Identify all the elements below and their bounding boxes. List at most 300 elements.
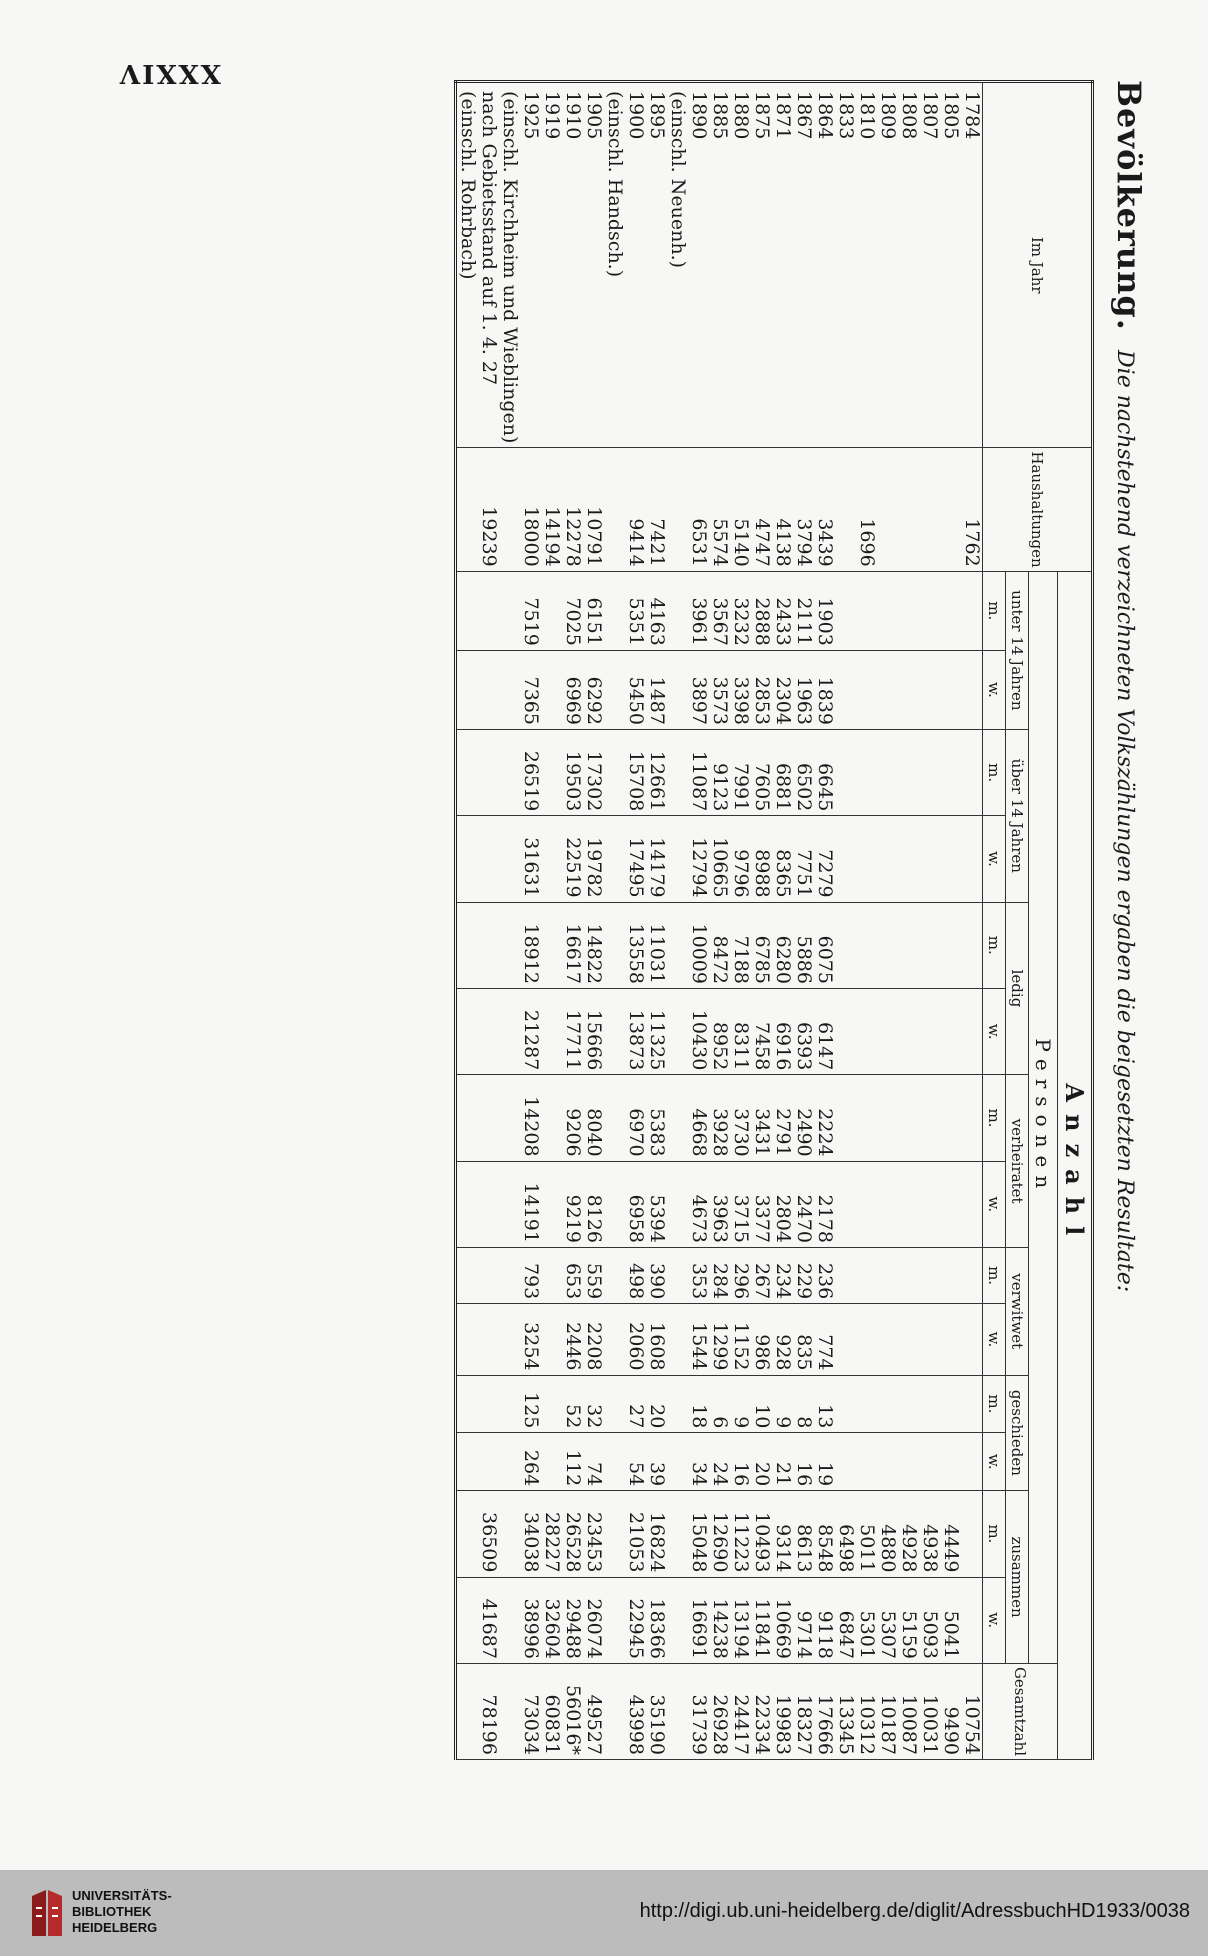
cell-vw: 3715 bbox=[730, 1161, 751, 1247]
cell-total: 43998 bbox=[604, 1663, 646, 1759]
cell-lm: 6785 bbox=[751, 902, 772, 988]
cell-hh: 19239 bbox=[456, 448, 500, 571]
cell-hh: 3794 bbox=[793, 448, 814, 571]
cell-o14w: 19782 bbox=[583, 816, 604, 902]
cell-o14m bbox=[835, 729, 856, 815]
cell-lm: 13558 bbox=[604, 902, 646, 988]
cell-u14m: 3232 bbox=[730, 571, 751, 650]
header-over14: über 14 Jahren bbox=[1006, 729, 1029, 902]
cell-lm bbox=[541, 902, 562, 988]
header-sex-w: w. bbox=[983, 816, 1006, 902]
logo-line-3: HEIDELBERG bbox=[72, 1920, 158, 1935]
cell-lw bbox=[961, 988, 983, 1074]
year-value: 1810 bbox=[856, 91, 878, 140]
header-sex-w: w. bbox=[983, 1433, 1006, 1491]
cell-ww bbox=[835, 1304, 856, 1375]
cell-vw: 3377 bbox=[751, 1161, 772, 1247]
cell-year bbox=[961, 82, 983, 448]
cell-total: 17666 bbox=[814, 1663, 835, 1759]
table-row bbox=[646, 82, 667, 1760]
year-value: 1925 bbox=[520, 91, 542, 140]
cell-u14w: 5450 bbox=[604, 650, 646, 729]
cell-o14m: 11087 bbox=[667, 729, 709, 815]
cell-total: 10031 bbox=[919, 1663, 940, 1759]
cell-hh: 10791 bbox=[583, 448, 604, 571]
table-row bbox=[562, 82, 583, 1760]
cell-o14m bbox=[919, 729, 940, 815]
cell-u14m: 6151 bbox=[583, 571, 604, 650]
header-sex-m: m. bbox=[983, 1075, 1006, 1161]
cell-wm: 559 bbox=[583, 1247, 604, 1303]
table-row bbox=[604, 82, 646, 1760]
cell-vw: 6958 bbox=[604, 1161, 646, 1247]
cell-zm: 5011 bbox=[856, 1491, 877, 1577]
cell-vw bbox=[919, 1161, 940, 1247]
cell-zm: 6498 bbox=[835, 1491, 856, 1577]
cell-vm: 3928 bbox=[709, 1075, 730, 1161]
cell-total: 78196 bbox=[456, 1663, 500, 1759]
cell-lw: 17711 bbox=[562, 988, 583, 1074]
cell-vw: 3963 bbox=[709, 1161, 730, 1247]
cell-ww bbox=[961, 1304, 983, 1375]
cell-gm: 13 bbox=[814, 1375, 835, 1433]
cell-gm: 8 bbox=[793, 1375, 814, 1433]
cell-gm: 52 bbox=[562, 1375, 583, 1433]
cell-ww: 1544 bbox=[667, 1304, 709, 1375]
cell-year bbox=[877, 82, 898, 448]
cell-gw: 54 bbox=[604, 1433, 646, 1491]
cell-gw bbox=[835, 1433, 856, 1491]
cell-ww: 3254 bbox=[499, 1304, 541, 1375]
cell-vw: 8126 bbox=[583, 1161, 604, 1247]
cell-o14w: 31631 bbox=[499, 816, 541, 902]
cell-lw: 6393 bbox=[793, 988, 814, 1074]
year-value: 1808 bbox=[898, 91, 920, 140]
cell-lm: 7188 bbox=[730, 902, 751, 988]
cell-year bbox=[709, 82, 730, 448]
cell-zm: 28227 bbox=[541, 1491, 562, 1577]
cell-ww bbox=[919, 1304, 940, 1375]
cell-lw: 11325 bbox=[646, 988, 667, 1074]
cell-o14m bbox=[940, 729, 961, 815]
cell-year bbox=[772, 82, 793, 448]
cell-lw bbox=[877, 988, 898, 1074]
cell-year bbox=[604, 82, 646, 448]
cell-vm bbox=[961, 1075, 983, 1161]
year-value: 1890 bbox=[688, 91, 710, 140]
header-sex-w: w. bbox=[983, 1577, 1006, 1663]
cell-zw: 32604 bbox=[541, 1577, 562, 1663]
cell-hh: 5574 bbox=[709, 448, 730, 571]
cell-zm: 12690 bbox=[709, 1491, 730, 1577]
cell-o14m bbox=[456, 729, 500, 815]
cell-hh: 3439 bbox=[814, 448, 835, 571]
cell-zm: 9314 bbox=[772, 1491, 793, 1577]
cell-vm bbox=[898, 1075, 919, 1161]
cell-o14w bbox=[898, 816, 919, 902]
cell-vm: 3431 bbox=[751, 1075, 772, 1161]
cell-wm bbox=[961, 1247, 983, 1303]
table-row bbox=[856, 82, 877, 1760]
cell-vw: 2804 bbox=[772, 1161, 793, 1247]
cell-gm: 10 bbox=[751, 1375, 772, 1433]
cell-gm bbox=[835, 1375, 856, 1433]
page-subtitle: Die nachstehend verzeichneten Volkszählungen ergaben die beigesetzten Resultate: bbox=[1112, 350, 1137, 1293]
year-value: 1807 bbox=[919, 91, 941, 140]
population-table bbox=[454, 80, 1094, 1760]
footer-bar bbox=[0, 1870, 1208, 1956]
cell-u14m: 3961 bbox=[667, 571, 709, 650]
cell-vm bbox=[877, 1075, 898, 1161]
cell-vm: 3730 bbox=[730, 1075, 751, 1161]
cell-total: 73034 bbox=[499, 1663, 541, 1759]
cell-o14m bbox=[877, 729, 898, 815]
table-row bbox=[814, 82, 835, 1760]
cell-o14m: 7605 bbox=[751, 729, 772, 815]
cell-vw: 2178 bbox=[814, 1161, 835, 1247]
cell-u14w: 1839 bbox=[814, 650, 835, 729]
cell-year bbox=[835, 82, 856, 448]
cell-hh: 6531 bbox=[667, 448, 709, 571]
cell-gw: 16 bbox=[730, 1433, 751, 1491]
cell-o14w: 7279 bbox=[814, 816, 835, 902]
source-url[interactable]: http://digi.ub.uni-heidelberg.de/diglit/AdressbuchHD1933/0038 bbox=[639, 1900, 1190, 1922]
cell-o14m: 17302 bbox=[583, 729, 604, 815]
cell-u14w bbox=[856, 650, 877, 729]
cell-year bbox=[919, 82, 940, 448]
cell-u14w: 3897 bbox=[667, 650, 709, 729]
cell-hh: 1762 bbox=[961, 448, 983, 571]
cell-lm: 18912 bbox=[499, 902, 541, 988]
cell-wm: 267 bbox=[751, 1247, 772, 1303]
cell-vw: 2470 bbox=[793, 1161, 814, 1247]
cell-year bbox=[730, 82, 751, 448]
cell-o14w bbox=[940, 816, 961, 902]
cell-lw: 8311 bbox=[730, 988, 751, 1074]
cell-ww: 1608 bbox=[646, 1304, 667, 1375]
cell-u14m bbox=[877, 571, 898, 650]
cell-vm: 4668 bbox=[667, 1075, 709, 1161]
table-row bbox=[793, 82, 814, 1760]
cell-o14w: 17495 bbox=[604, 816, 646, 902]
header-year: Im Jahr bbox=[983, 82, 1093, 448]
cell-lw bbox=[541, 988, 562, 1074]
table-row bbox=[667, 82, 709, 1760]
cell-o14m: 26519 bbox=[499, 729, 541, 815]
cell-vw bbox=[456, 1161, 500, 1247]
cell-gw: 20 bbox=[751, 1433, 772, 1491]
year-value: 1900 bbox=[625, 91, 647, 140]
year-value: 1895 bbox=[646, 91, 668, 140]
cell-gw: 16 bbox=[793, 1433, 814, 1491]
cell-o14w: 10665 bbox=[709, 816, 730, 902]
cell-u14m bbox=[961, 571, 983, 650]
table-row bbox=[835, 82, 856, 1760]
cell-o14m bbox=[961, 729, 983, 815]
cell-year bbox=[898, 82, 919, 448]
cell-u14m: 2111 bbox=[793, 571, 814, 650]
header-sex-w: w. bbox=[983, 1304, 1006, 1375]
cell-total: 26928 bbox=[709, 1663, 730, 1759]
cell-gm: 32 bbox=[583, 1375, 604, 1433]
cell-lw bbox=[456, 988, 500, 1074]
cell-wm: 653 bbox=[562, 1247, 583, 1303]
cell-u14w: 1963 bbox=[793, 650, 814, 729]
cell-wm bbox=[940, 1247, 961, 1303]
cell-vw bbox=[856, 1161, 877, 1247]
cell-wm bbox=[541, 1247, 562, 1303]
cell-ww: 928 bbox=[772, 1304, 793, 1375]
cell-u14w: 1487 bbox=[646, 650, 667, 729]
cell-wm: 390 bbox=[646, 1247, 667, 1303]
cell-total: 13345 bbox=[835, 1663, 856, 1759]
year-value: 1910 bbox=[562, 91, 584, 140]
cell-gw bbox=[961, 1433, 983, 1491]
cell-u14m: 1903 bbox=[814, 571, 835, 650]
cell-zw: 5301 bbox=[856, 1577, 877, 1663]
year-value: 1809 bbox=[877, 91, 899, 140]
cell-gw bbox=[919, 1433, 940, 1491]
cell-gw: 74 bbox=[583, 1433, 604, 1491]
year-value: 1875 bbox=[751, 91, 773, 140]
cell-vw bbox=[835, 1161, 856, 1247]
cell-lw bbox=[919, 988, 940, 1074]
cell-vm: 14208 bbox=[499, 1075, 541, 1161]
cell-vm: 2490 bbox=[793, 1075, 814, 1161]
cell-hh bbox=[940, 448, 961, 571]
cell-u14m: 7519 bbox=[499, 571, 541, 650]
cell-year bbox=[751, 82, 772, 448]
cell-zm: 34038 bbox=[499, 1491, 541, 1577]
cell-gm bbox=[940, 1375, 961, 1433]
cell-u14m: 3567 bbox=[709, 571, 730, 650]
cell-lm: 5886 bbox=[793, 902, 814, 988]
cell-gm: 9 bbox=[730, 1375, 751, 1433]
cell-gw: 19 bbox=[814, 1433, 835, 1491]
cell-year bbox=[940, 82, 961, 448]
cell-lm: 6075 bbox=[814, 902, 835, 988]
cell-vm bbox=[541, 1075, 562, 1161]
cell-vm bbox=[456, 1075, 500, 1161]
table-row bbox=[898, 82, 919, 1760]
cell-hh: 9414 bbox=[604, 448, 646, 571]
cell-zw: 41687 bbox=[456, 1577, 500, 1663]
header-personen: Personen bbox=[1029, 571, 1058, 1663]
cell-lw bbox=[898, 988, 919, 1074]
cell-o14w bbox=[919, 816, 940, 902]
cell-hh bbox=[898, 448, 919, 571]
cell-year bbox=[793, 82, 814, 448]
cell-hh: 12278 bbox=[562, 448, 583, 571]
table-row bbox=[940, 82, 961, 1760]
header-sex-w: w. bbox=[983, 650, 1006, 729]
cell-u14w bbox=[940, 650, 961, 729]
cell-gw bbox=[856, 1433, 877, 1491]
cell-wm bbox=[856, 1247, 877, 1303]
logo-text bbox=[72, 1888, 172, 1936]
table-row bbox=[541, 82, 562, 1760]
cell-gm: 18 bbox=[667, 1375, 709, 1433]
cell-gm: 6 bbox=[709, 1375, 730, 1433]
year-note: (einschl. Kirchheim und Wieblingen) bbox=[499, 91, 521, 444]
cell-gw bbox=[940, 1433, 961, 1491]
year-note: (einschl. Handsch.) bbox=[604, 91, 626, 278]
cell-ww bbox=[940, 1304, 961, 1375]
cell-vw: 4673 bbox=[667, 1161, 709, 1247]
cell-zw: 5093 bbox=[919, 1577, 940, 1663]
cell-u14m: 5351 bbox=[604, 571, 646, 650]
cell-vm: 9206 bbox=[562, 1075, 583, 1161]
cell-wm: 284 bbox=[709, 1247, 730, 1303]
cell-ww bbox=[456, 1304, 500, 1375]
cell-ww: 986 bbox=[751, 1304, 772, 1375]
cell-u14m bbox=[940, 571, 961, 650]
cell-hh: 18000 bbox=[499, 448, 541, 571]
cell-o14w: 12794 bbox=[667, 816, 709, 902]
cell-wm bbox=[919, 1247, 940, 1303]
cell-lw: 21287 bbox=[499, 988, 541, 1074]
year-note: (einschl. Rohrbach) bbox=[457, 91, 479, 280]
title-line bbox=[1098, 80, 1148, 1780]
cell-u14m bbox=[898, 571, 919, 650]
cell-zm: 4880 bbox=[877, 1491, 898, 1577]
cell-vm: 2791 bbox=[772, 1075, 793, 1161]
cell-vw bbox=[877, 1161, 898, 1247]
cell-zm: 11223 bbox=[730, 1491, 751, 1577]
page-number: XXXIV bbox=[118, 58, 221, 88]
cell-o14w bbox=[456, 816, 500, 902]
year-value: 1905 bbox=[583, 91, 605, 140]
cell-vw: 9219 bbox=[562, 1161, 583, 1247]
cell-zw: 10669 bbox=[772, 1577, 793, 1663]
cell-wm bbox=[898, 1247, 919, 1303]
table-row bbox=[456, 82, 500, 1760]
cell-vw: 14191 bbox=[499, 1161, 541, 1247]
cell-u14m bbox=[541, 571, 562, 650]
cell-u14w: 7365 bbox=[499, 650, 541, 729]
cell-zw: 5041 bbox=[940, 1577, 961, 1663]
cell-total: 10187 bbox=[877, 1663, 898, 1759]
cell-gm: 125 bbox=[499, 1375, 541, 1433]
cell-lw: 6916 bbox=[772, 988, 793, 1074]
cell-o14w: 14179 bbox=[646, 816, 667, 902]
cell-lm bbox=[835, 902, 856, 988]
cell-zm: 4928 bbox=[898, 1491, 919, 1577]
cell-zm bbox=[961, 1491, 983, 1577]
cell-zw: 11841 bbox=[751, 1577, 772, 1663]
table-body bbox=[456, 82, 983, 1760]
header-sex-m: m. bbox=[983, 571, 1006, 650]
cell-lw bbox=[940, 988, 961, 1074]
cell-year bbox=[646, 82, 667, 448]
cell-zw: 9714 bbox=[793, 1577, 814, 1663]
cell-gm: 20 bbox=[646, 1375, 667, 1433]
cell-gw: 112 bbox=[562, 1433, 583, 1491]
year-value: 1880 bbox=[730, 91, 752, 140]
cell-ww bbox=[898, 1304, 919, 1375]
cell-total: 10087 bbox=[898, 1663, 919, 1759]
cell-hh: 4138 bbox=[772, 448, 793, 571]
cell-zm: 4938 bbox=[919, 1491, 940, 1577]
header-sex-m: m. bbox=[983, 902, 1006, 988]
cell-o14m: 7991 bbox=[730, 729, 751, 815]
cell-hh bbox=[919, 448, 940, 571]
cell-gm bbox=[541, 1375, 562, 1433]
cell-vw bbox=[961, 1161, 983, 1247]
cell-u14w: 3398 bbox=[730, 650, 751, 729]
cell-total: 31739 bbox=[667, 1663, 709, 1759]
cell-o14w: 7751 bbox=[793, 816, 814, 902]
cell-gm bbox=[856, 1375, 877, 1433]
cell-lw: 7458 bbox=[751, 988, 772, 1074]
cell-gw bbox=[541, 1433, 562, 1491]
cell-hh: 5140 bbox=[730, 448, 751, 571]
cell-u14w bbox=[456, 650, 500, 729]
cell-vm: 5383 bbox=[646, 1075, 667, 1161]
cell-hh bbox=[835, 448, 856, 571]
table-row bbox=[583, 82, 604, 1760]
cell-total: 24417 bbox=[730, 1663, 751, 1759]
year-value: 1871 bbox=[772, 91, 794, 140]
cell-lm: 8472 bbox=[709, 902, 730, 988]
cell-year bbox=[499, 82, 541, 448]
header-geschieden: geschieden bbox=[1006, 1375, 1029, 1491]
cell-zm: 4449 bbox=[940, 1491, 961, 1577]
cell-vm bbox=[835, 1075, 856, 1161]
cell-u14m bbox=[856, 571, 877, 650]
cell-gw: 264 bbox=[499, 1433, 541, 1491]
cell-u14m: 2888 bbox=[751, 571, 772, 650]
cell-lm: 16617 bbox=[562, 902, 583, 988]
year-value: nach Gebietsstand auf 1. 4. 27 bbox=[478, 91, 500, 386]
cell-wm bbox=[877, 1247, 898, 1303]
year-note: (einschl. Neuenh.) bbox=[667, 91, 689, 269]
cell-wm: 236 bbox=[814, 1247, 835, 1303]
cell-o14m: 15708 bbox=[604, 729, 646, 815]
cell-gw bbox=[898, 1433, 919, 1491]
cell-o14m: 6645 bbox=[814, 729, 835, 815]
table-row bbox=[730, 82, 751, 1760]
cell-year bbox=[856, 82, 877, 448]
cell-zw bbox=[961, 1577, 983, 1663]
cell-o14w bbox=[835, 816, 856, 902]
cell-zw: 16691 bbox=[667, 1577, 709, 1663]
cell-lm bbox=[961, 902, 983, 988]
cell-zw: 13194 bbox=[730, 1577, 751, 1663]
cell-lw: 13873 bbox=[604, 988, 646, 1074]
header-sex-m: m. bbox=[983, 1491, 1006, 1577]
cell-ww bbox=[541, 1304, 562, 1375]
cell-o14w bbox=[856, 816, 877, 902]
cell-year bbox=[583, 82, 604, 448]
cell-zw: 18366 bbox=[646, 1577, 667, 1663]
cell-u14w: 6292 bbox=[583, 650, 604, 729]
cell-zm: 8548 bbox=[814, 1491, 835, 1577]
cell-o14w: 22519 bbox=[562, 816, 583, 902]
cell-u14w: 6969 bbox=[562, 650, 583, 729]
cell-year bbox=[456, 82, 500, 448]
cell-gw: 34 bbox=[667, 1433, 709, 1491]
table-row bbox=[709, 82, 730, 1760]
cell-total: 35190 bbox=[646, 1663, 667, 1759]
table-row bbox=[751, 82, 772, 1760]
cell-gm: 27 bbox=[604, 1375, 646, 1433]
cell-total: 10312 bbox=[856, 1663, 877, 1759]
header-sex-w: w. bbox=[983, 988, 1006, 1074]
cell-lm bbox=[898, 902, 919, 988]
cell-gm bbox=[456, 1375, 500, 1433]
logo-line-2: BIBLIOTHEK bbox=[72, 1904, 152, 1919]
